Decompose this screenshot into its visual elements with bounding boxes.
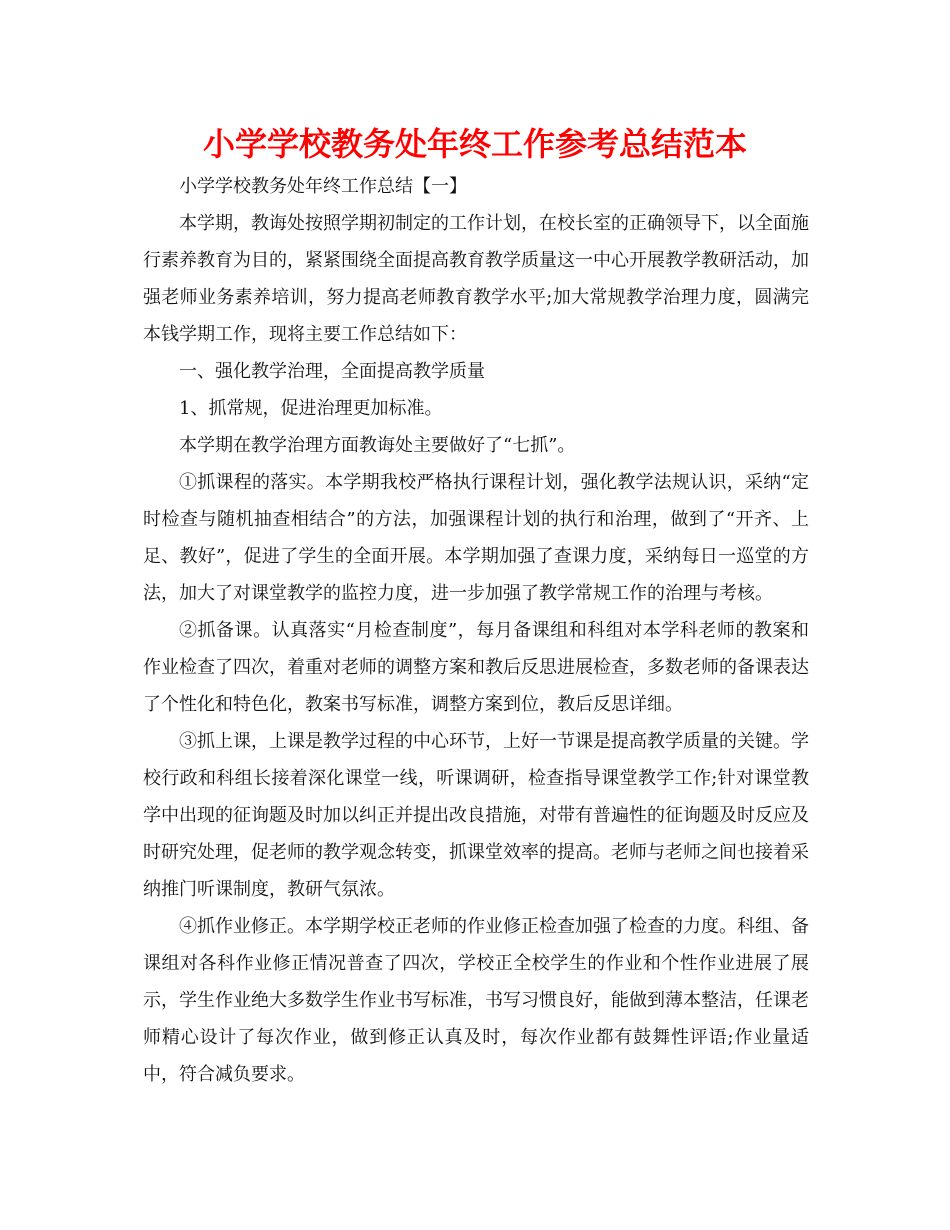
document-title: 小学学校教务处年终工作参考总结范本 — [202, 125, 747, 163]
subtitle-paragraph: 小学学校教务处年终工作总结【一】 — [179, 176, 467, 197]
section-heading: 一、强化教学治理，全面提高教学质量 — [179, 361, 485, 382]
intro-paragraph: 本学期，教诲处按照学期初制定的工作计划，在校长室的正确领导下，以全面施行素养教育为目的，紧紧围绕全面提高教育教学质量这一中心开展教学教研活动，加强老师业务素养培训，努力提高老师教育教学水平;加大常规教学治理力度，圆满完本钱学期工作，现将主要工作总结如下： — [143, 213, 809, 345]
item-paragraph-homework: ④抓作业修正。本学期学校正老师的作业修正检查加强了检查的力度。科组、备课组对各科作业修正情况普查了四次，学校正全校学生的作业和个性作业进展了展示，学生作业绝大多数学生作业书写标准，书写习惯良好，能做到薄本整洁，任课老师精心设计了每次作业，做到修正认真及时，每次作业都有鼓舞性评语;作业量适中，符合减负要求。 — [143, 916, 809, 1085]
item-paragraph-class: ③抓上课，上课是教学过程的中心环节，上好一节课是提高教学质量的关键。学校行政和科组长接着深化课堂一线，听课调研，检查指导课堂教学工作;针对课堂教学中出现的征询题及时加以纠正并提出改良措施，对带有普遍性的征询题及时反应及时研究处理，促老师的教学观念转变，抓课堂效率的提高。老师与老师之间也接着采纳推门听课制度，教研气氛浓。 — [143, 731, 809, 900]
subsection-heading: 1、抓常规，促进治理更加标准。 — [179, 398, 443, 419]
body-paragraph: 本学期在教学治理方面教诲处主要做好了“七抓”。 — [179, 435, 576, 456]
item-paragraph-course: ①抓课程的落实。本学期我校严格执行课程计划，强化教学法规认识，采纳“定时检查与随机抽查相结合”的方法，加强课程计划的执行和治理，做到了“开齐、上足、教好”，促进了学生的全面开展。本学期加强了查课力度，采纳每日一巡堂的方法，加大了对课堂教学的监控力度，进一步加强了教学常规工作的治理与考核。 — [143, 472, 809, 604]
document-body — [143, 168, 809, 1093]
item-paragraph-lesson-prep: ②抓备课。认真落实“月检查制度”，每月备课组和科组对本学科老师的教案和作业检查了四次，着重对老师的调整方案和教后反思进展检查，多数老师的备课表达了个性化和特色化，教案书写标准，调整方案到位，教后反思详细。 — [143, 620, 809, 715]
